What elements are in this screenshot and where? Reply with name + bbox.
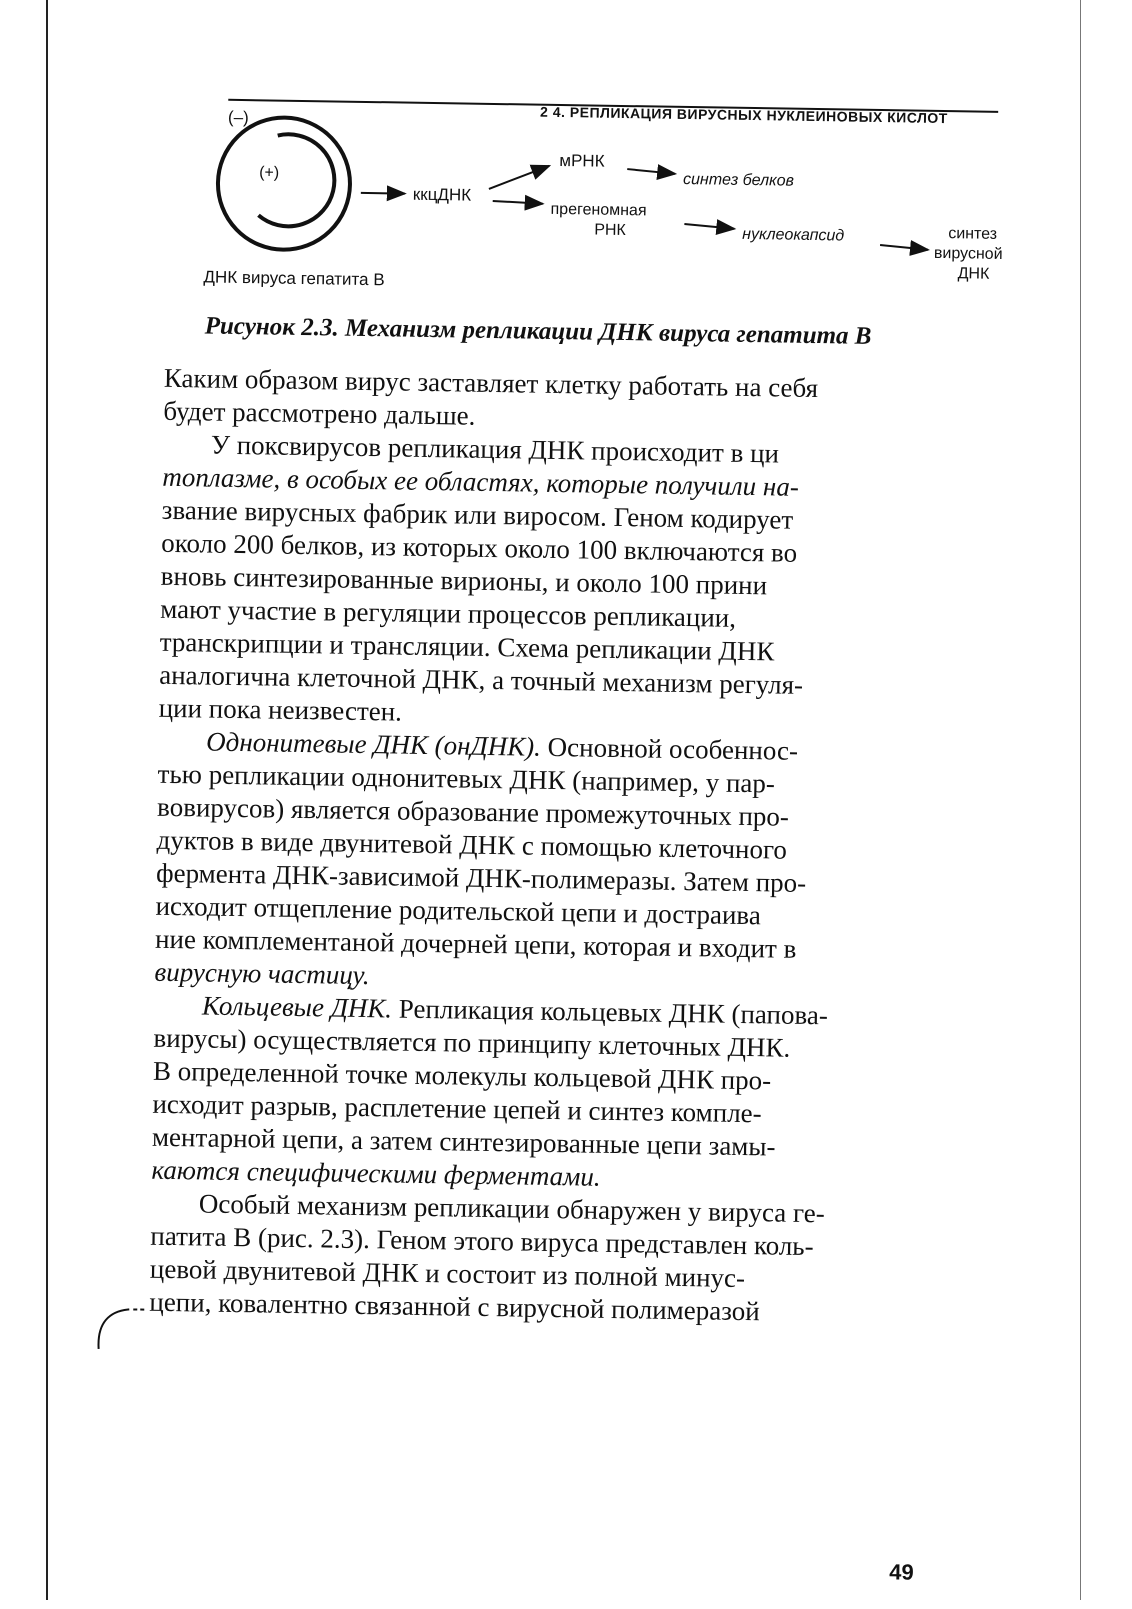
text-line: вовирусов) является образование промежуточных про- (156, 791, 790, 832)
text-line: около 200 белков, из которых около 100 включаются во (161, 527, 798, 568)
page-number: 49 (889, 1559, 914, 1585)
text-line: исходит разрыв, расплетение цепей и синтез компле- (152, 1088, 762, 1129)
minus-strand-label: (–) (227, 107, 249, 128)
text-line: мают участие в регуляции процессов репликации, (160, 593, 737, 633)
node-synth-line3: ДНК (957, 265, 990, 283)
text-line: патита В (рис. 2.3). Геном этого вируса представлен коль- (150, 1220, 814, 1262)
arrow-to-kccdna (361, 193, 405, 194)
outer-circle (217, 117, 351, 251)
running-header: 2 4. РЕПЛИКАЦИЯ ВИРУСНЫХ НУКЛЕИНОВЫХ КИСЛОТ (540, 103, 948, 127)
text-line: тью репликации однонитевых ДНК (например, у пар- (157, 758, 776, 799)
text-line: ции пока неизвестен. (158, 692, 403, 727)
text-line: Каким образом вирус заставляет клетку работать на себя (163, 362, 819, 404)
text-line: дуктов в виде двунитевой ДНК с помощью клеточного (156, 824, 788, 865)
node-synth-line1: синтез (948, 225, 998, 243)
node-pregenomic-line1: прегеномная (550, 200, 647, 220)
text-line: будет рассмотрено дальше. (163, 395, 476, 431)
text-line: каются специфическими ферментами. (151, 1154, 601, 1192)
text-line: цепи, ковалентно связанной с вирусной полимеразой (149, 1286, 760, 1327)
text-line: У поксвирусов репликация ДНК происходит в ци (210, 429, 780, 469)
text-line: вирусную частицу. (154, 956, 370, 991)
text-line: ментарной цепи, а затем синтезированные цепи замы- (151, 1121, 776, 1162)
text-run: Основной особеннос- (540, 731, 799, 766)
paragraph-4 (151, 989, 974, 1200)
text-line: исходит отщепление родительской цепи и достраива (155, 890, 762, 931)
arrow-to-viral-dna (880, 245, 928, 250)
text-line: вирусы) осуществляется по принципу клеточных ДНК. (153, 1022, 791, 1063)
node-pregenomic-line2: РНК (594, 221, 626, 240)
text-line: аналогична клеточной ДНК, а точный механизм регуля- (159, 659, 804, 700)
text-line: Особый механизм репликации обнаружен у вируса ге- (198, 1188, 825, 1229)
arrow-to-protein (627, 169, 675, 174)
node-synth-line2: вирусной (933, 244, 1003, 263)
paragraph-2 (158, 428, 983, 738)
plus-strand-label: (+) (259, 164, 280, 182)
circle-caption: ДНК вируса гепатита В (203, 267, 385, 290)
text-run: Репликация кольцевых ДНК (папова- (391, 993, 829, 1031)
text-line: транскрипции и трансляции. Схема репликации ДНК (159, 626, 775, 667)
arrow-to-pregenomic (493, 201, 543, 204)
text-line: ние комплементаной дочерней цепи, которая и входит в (154, 923, 797, 964)
node-kccdna: ккцДНК (412, 184, 472, 205)
text-line: фермента ДНК-зависимой ДНК-полимеразы. Затем про- (155, 857, 807, 898)
text-line: вновь синтезированные вирионы, и около 100 прини (160, 560, 768, 601)
handwritten-bracket-mark (88, 1303, 149, 1364)
replication-diagram (197, 104, 1050, 317)
section-lead-circular-dna: Кольцевые ДНК. (201, 990, 393, 1024)
section-lead-ss-dna: Однонитевые ДНК (онДНК). (205, 726, 542, 762)
node-protein-synthesis: синтез белков (682, 170, 795, 190)
body-text (149, 362, 984, 1332)
paragraph-5 (149, 1187, 971, 1332)
node-mrna: мРНК (559, 150, 605, 171)
paragraph-3 (154, 725, 978, 1002)
node-nucleocapsid: нуклеокапсид (742, 225, 845, 245)
text-line: В определенной точке молекулы кольцевой ДНК про- (152, 1055, 772, 1096)
text-line: звание вирусных фабрик или виросом. Геном кодирует (161, 494, 794, 535)
arrow-to-nucleocapsid (684, 224, 734, 229)
text-line: цевой двунитевой ДНК и состоит из полной минус- (149, 1253, 746, 1294)
arrow-to-mrna (489, 165, 549, 190)
figure-caption: Рисунок 2.3. Механизм репликации ДНК вируса гепатита В (204, 312, 872, 350)
text-line: топлазме, в особых ее областях, которые получили на- (162, 461, 800, 502)
